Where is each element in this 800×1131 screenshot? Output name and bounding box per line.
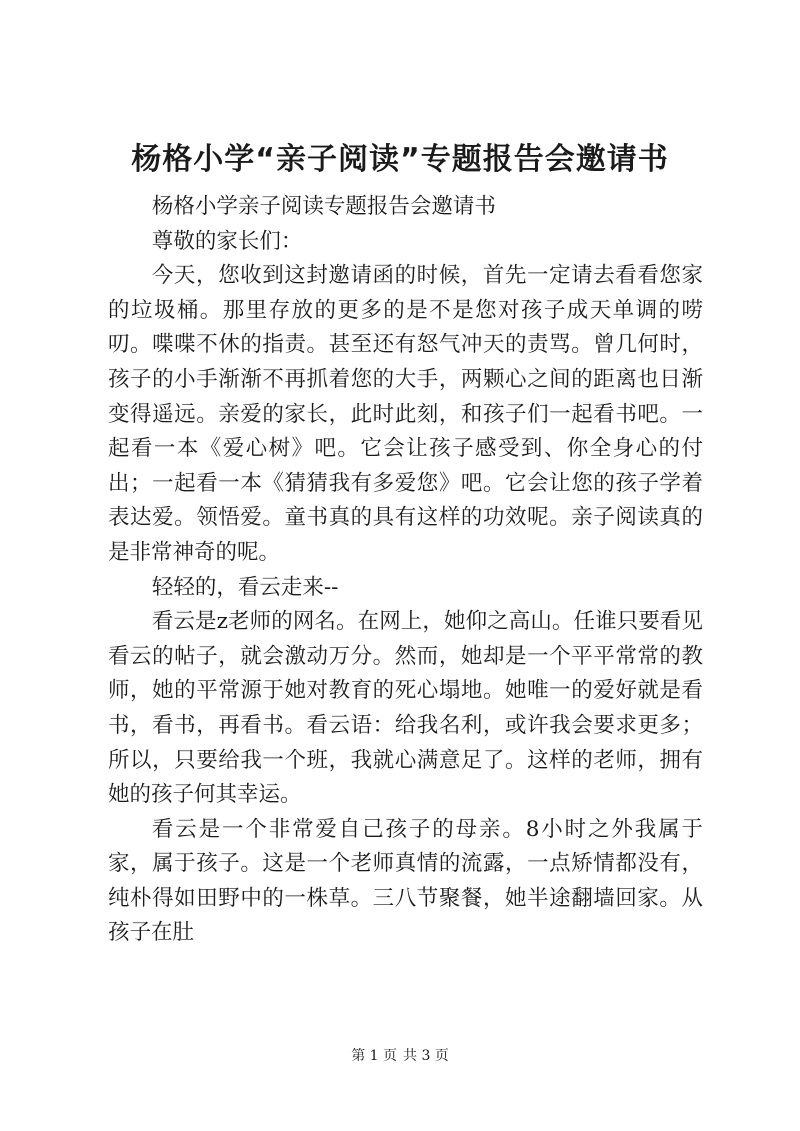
page-number: 第 1 页 [351,1048,397,1064]
document-title: 杨格小学“亲子阅读”专题报告会邀请书 [131,142,669,177]
body-paragraph: 今天，您收到这封邀请函的时候，首先一定请去看看您家的垃圾桶。那里存放的更多的是不是您对孩子成天单调的唠叨。喋喋不休的指责。甚至还有怒气冲天的责骂。曾几何时，孩子的小手渐渐不再抓着您的大手，两颗心之间的距离也日渐变得遥远。亲爱的家长，此时此刻，和孩子们一起看书吧。一起看一本《爱心树》吧。它会让孩子感受到、你全身心的付出；一起看一本《猜猜我有多爱您》吧。它会让您的孩子学着表达爱。领悟爱。童书真的具有这样的功效呢。亲子阅读真的是非常神奇的呢。 [108,263,703,565]
section-heading-paragraph: 轻轻的，看云走来-- [151,574,339,600]
body-paragraph: 看云是一个非常爱自己孩子的母亲。8小时之外我属于家，属于孩子。这是一个老师真情的流露，一点矫情都没有，纯朴得如田野中的一株草。三八节聚餐，她半途翻墙回家。从孩子在肚 [108,816,703,946]
document-body [108,190,703,951]
page-footer [0,1046,800,1066]
salutation-paragraph: 尊敬的家长们： [151,228,303,254]
body-paragraph: 看云是z老师的网名。在网上，她仰之高山。任谁只要看见看云的帖子，就会激动万分。然而，她却是一个平平常常的教师，她的平常源于她对教育的死心塌地。她唯一的爱好就是看书，看书，再看书。看云语：给我名利，或许我会要求更多；所以，只要给我一个班，我就心满意足了。这样的老师，拥有她的孩子何其幸运。 [108,609,703,808]
page-total: 共 3 页 [403,1048,449,1064]
subtitle-paragraph: 杨格小学亲子阅读专题报告会邀请书 [151,194,496,219]
